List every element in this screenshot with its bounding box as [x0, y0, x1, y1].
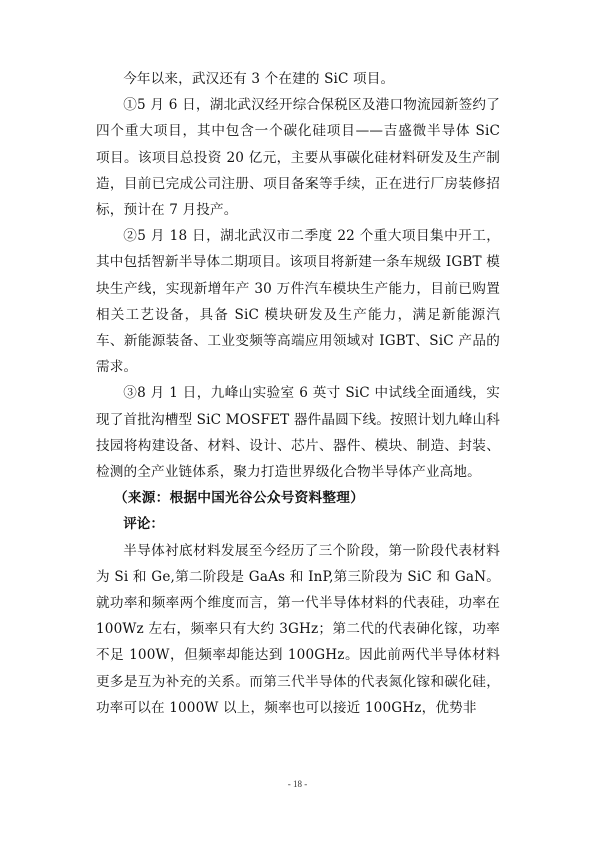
- comment-paragraph: 半导体衬底材料发展至今经历了三个阶段，第一阶段代表材料为 Si 和 Ge,第二阶段是 GaAs 和 InP,第三阶段为 SiC 和 GaN。就功率和频率两个维度而言，第一代半导体材料的代表硅，功率在 100Wz 左右，频率只有大约 3GHz；第二代的代表砷化镓，功率不足 100W，但频率却能达到 100GHz。因此前两代半导体材料更多是互为补充的关系。而第三代半导体的代表氮化镓和碳化硅，功率可以在 1000W 以上，频率也可以接近 100GHz，优势非: [96, 542, 500, 716]
- comment-heading: 评论：: [123, 516, 164, 533]
- source-note: （来源：根据中国光谷公众号资料整理）: [114, 490, 365, 507]
- intro-paragraph: 今年以来，武汉还有 3 个在建的 SiC 项目。: [123, 71, 395, 87]
- project-paragraph-2: ②5 月 18 日，湖北武汉市二季度 22 个重大项目集中开工，其中包括智新半导体二期项目。该项目将新建一条车规级 IGBT 模块生产线，实现新增年产 30 万件汽车模块生产能力，目前已购置相关工艺设备，具备 SiC 模块研发及生产能力，满足新能源汽车、新能源装备、工业变频等高端应用领域对 IGBT、SiC 产品的需求。: [96, 228, 500, 376]
- project-paragraph-3: ③8 月 1 日，九峰山实验室 6 英寸 SiC 中试线全面通线，实现了首批沟槽型 SiC MOSFET 器件晶圆下线。按照计划九峰山科技园将构建设备、材料、设计、芯片、器件、模块、制造、封装、检测的全产业链体系，聚力打造世界级化合物半导体产业高地。: [96, 385, 500, 481]
- page-number: - 18 -: [287, 779, 308, 789]
- document-body: [96, 66, 500, 721]
- project-paragraph-1: ①5 月 6 日，湖北武汉经开综合保税区及港口物流园新签约了四个重大项目，其中包含一个碳化硅项目——吉盛微半导体 SiC 项目。该项目总投资 20 亿元，主要从事碳化硅材料研发及生产制造，目前已完成公司注册、项目备案等手续，正在进行厂房装修招标，预计在 7 月投产。: [96, 97, 500, 219]
